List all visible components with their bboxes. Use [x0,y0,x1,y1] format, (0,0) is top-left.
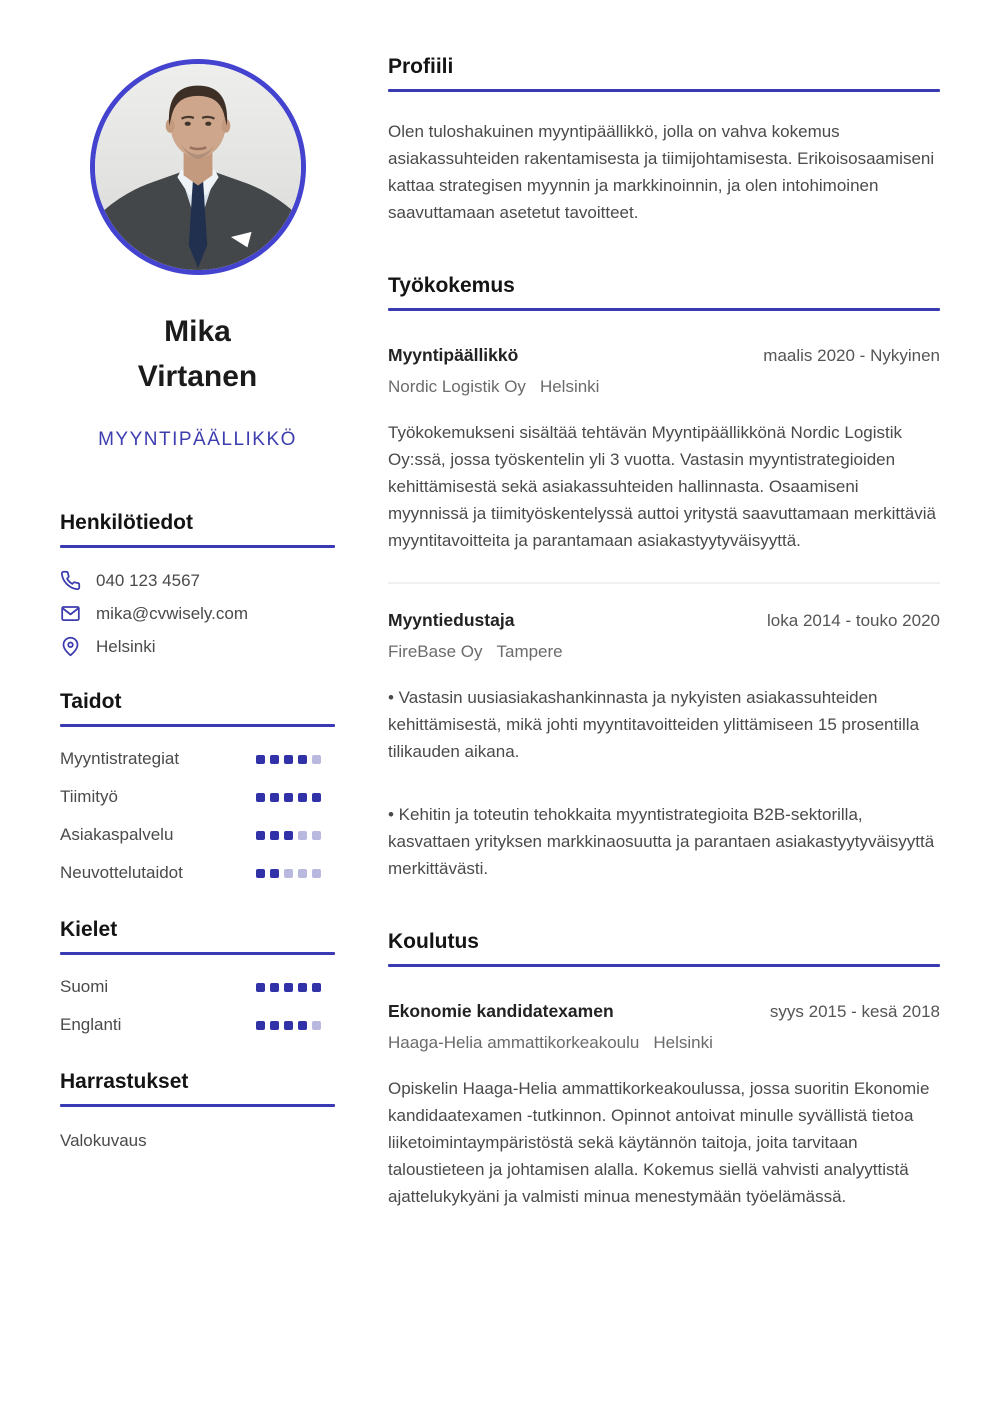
experience-section-title: Työkokemus [388,274,515,297]
language-name: Englanti [60,1015,122,1034]
phone-value: 040 123 4567 [96,570,200,590]
section-underline [388,89,940,92]
skill-name: Myyntistrategiat [60,749,180,768]
language-level-dots [256,1021,335,1030]
section-underline [60,952,335,955]
language-row [60,975,335,999]
map-pin-icon [60,636,81,657]
location-value: Helsinki [96,636,156,656]
languages-section [60,918,335,1037]
entry-divider [388,582,940,584]
job-bullet: • Kehitin ja toteutin tehokkaita myyntistrategioita B2B-sektorilla, kasvattaen yrityksen markkinaosuutta ja parantaen asiakastyytyväisyyttä merkittävästi. [388,805,935,878]
hobby-item: Valokuvaus [60,1131,147,1150]
profile-section-title: Profiili [388,55,454,78]
envelope-icon [60,603,81,624]
education-period: syys 2015 - kesä 2018 [769,1002,940,1021]
education-location: Helsinki [653,1033,713,1052]
contact-list [60,570,335,657]
candidate-name [60,309,335,399]
skill-row [60,747,335,771]
profile-section [388,55,940,226]
degree-title: Ekonomie kandidatexamen [388,1001,614,1021]
education-section [388,930,940,1210]
languages-list [60,975,335,1037]
education-entry-header [388,1001,940,1022]
skill-name: Neuvottelutaidot [60,863,183,882]
skill-name: Asiakaspalvelu [60,825,174,844]
contact-section-title: Henkilötiedot [60,511,194,534]
profile-text: Olen tuloshakuinen myyntipäällikkö, jolla on vahva kokemus asiakassuhteiden rakentamisesta ja tiimijohtamisesta. Erikoisosaamiseni kattaa strategisen myynnin ja markkinoinnin, ja olen intohimoinen saavuttamaan asetetut tavoitteet. [388,122,935,222]
job-company: FireBase Oy [388,642,483,661]
candidate-last-name: Virtanen [137,360,258,393]
skills-list [60,747,335,885]
hobbies-section-title: Harrastukset [60,1070,189,1093]
education-entry [388,1001,940,1210]
job-period: maalis 2020 - Nykyinen [763,346,940,365]
job-company-line [388,642,940,662]
skill-level-dots [256,869,335,878]
job-company-line [388,377,940,397]
contact-section [60,511,335,657]
contact-row-email [60,603,335,624]
job-bullet: • Vastasin uusiasiakashankinnasta ja nykyisten asiakassuhteiden kehittämisestä, mikä johti myyntitavoitteiden ylittämiseen 15 prosentilla tilikauden aikana. [388,688,920,761]
section-underline [60,724,335,727]
job-title: Myyntipäällikkö [388,345,519,365]
job-description: Työkokemukseni sisältää tehtävän Myyntipäällikkönä Nordic Logistik Oy:ssä, jossa työskentelin yli 3 vuotta. Vastasin myyntistrategioiden kehittämisestä sekä asiakassuhteiden hallinnasta. Osaamiseni myynnissä ja tiimityöskentelyssä auttoi yritystä saavuttamaan merkittäviä myyntitavoitteita ja parantamaan asiakastyytyväisyyttä. [388,423,936,550]
skill-level-dots [256,793,335,802]
section-underline [60,1104,335,1107]
section-underline [388,964,940,967]
contact-row-location [60,636,335,657]
main-column [388,55,940,1210]
phone-icon [60,570,81,591]
language-row [60,1013,335,1037]
section-underline [60,545,335,548]
education-description: Opiskelin Haaga-Helia ammattikorkeakoulussa, jossa suoritin Ekonomie kandidaatexamen -tutkinnon. Opinnot antoivat minulle syvällistä tietoa liiketoimintaympäristöstä sekä käytännön taitoja, joita tarvitaan taloustieteen ja johtamisen alalla. Kokemus siellä vahvisti analyyttistä ajattelukykyäni ja valmisti minua menestymään työelämässä. [388,1079,930,1206]
skill-level-dots [256,755,335,764]
profile-photo-illustration [95,64,301,270]
job-title: Myyntiedustaja [388,610,515,630]
job-location: Helsinki [539,377,600,396]
education-school-line [388,1033,940,1053]
experience-section [388,274,940,882]
skill-name: Tiimityö [60,787,118,806]
skill-row [60,785,335,809]
skills-section-title: Taidot [60,690,122,713]
skill-level-dots [256,831,335,840]
education-school: Haaga-Helia ammattikorkeakoulu [388,1033,640,1052]
language-level-dots [256,983,335,992]
experience-entry-header [388,610,940,631]
sidebar [60,55,335,1210]
skills-section [60,690,335,885]
section-underline [388,308,940,311]
candidate-role: MYYNTIPÄÄLLIKKÖ [98,429,297,450]
skill-row [60,823,335,847]
experience-entry [388,610,940,882]
profile-photo [90,59,306,275]
job-period: loka 2014 - touko 2020 [767,611,940,630]
email-value: mika@cvwisely.com [96,603,249,623]
candidate-first-name: Mika [164,315,231,348]
contact-row-phone [60,570,335,591]
languages-section-title: Kielet [60,918,118,941]
job-location: Tampere [496,642,563,661]
hobbies-section [60,1070,335,1151]
experience-entry [388,345,940,554]
language-name: Suomi [60,977,109,996]
skill-row [60,861,335,885]
job-company: Nordic Logistik Oy [388,377,526,396]
experience-entry-header [388,345,940,366]
education-section-title: Koulutus [388,930,479,953]
